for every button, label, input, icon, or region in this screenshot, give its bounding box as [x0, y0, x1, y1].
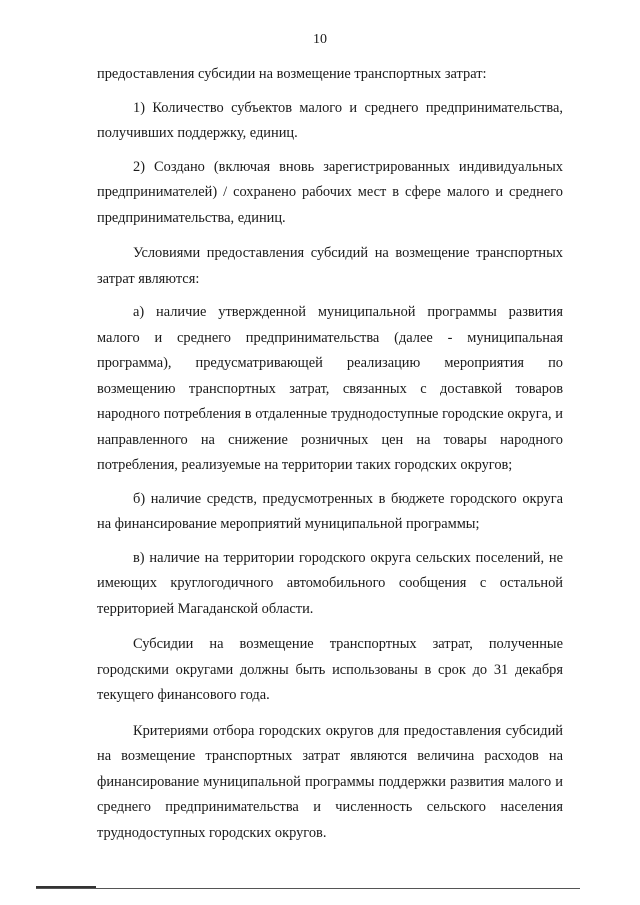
footer-rule — [36, 888, 580, 889]
paragraph-condition-c: в) наличие на территории городского округа сельских поселений, не имеющих круглогодичного автомобильного сообщения с остальной территорией Магаданской области. — [97, 549, 563, 617]
paragraph-condition-a: а) наличие утвержденной муниципальной программы развития малого и среднего предпринимательства (далее - муниципальная программа), предусматривающей реализацию мероприятия по возмещению транспортных затрат, связанных с доставкой товаров народного потребления в отдаленные труднодоступные городские округа, и направленного на снижение розничных цен на товары народного потребления, реализуемые на территории таких городских округов; — [97, 304, 563, 473]
paragraph-conditions-heading: Условиями предоставления субсидий на возмещение транспортных затрат являются: — [97, 245, 563, 287]
paragraph-selection-criteria: Критериями отбора городских округов для предоставления субсидий на возмещение транспортных затрат являются величина расходов на финансирование муниципальной программы поддержки развития малого и среднего предпринимательства и численность сельского населения труднодоступных городских округов. — [97, 722, 563, 841]
paragraph-item-1: 1) Количество субъектов малого и среднего предпринимательства, получивших поддержку, единиц. — [97, 99, 563, 141]
paragraph-item-2: 2) Создано (включая вновь зарегистрированных индивидуальных предпринимателей) / сохранено рабочих мест в сфере малого и среднего предпринимательства, единиц. — [97, 158, 563, 226]
paragraph-condition-b: б) наличие средств, предусмотренных в бюджете городского округа на финансирование мероприятий муниципальной программы; — [97, 490, 563, 532]
paragraph-intro: предоставления субсидии на возмещение транспортных затрат: — [97, 66, 487, 82]
page-number: 10 — [313, 32, 327, 47]
document-body — [97, 62, 563, 854]
paragraph-subsidy-deadline: Субсидии на возмещение транспортных затрат, полученные городскими округами должны быть использованы в срок до 31 декабря текущего финансового года. — [97, 636, 563, 703]
